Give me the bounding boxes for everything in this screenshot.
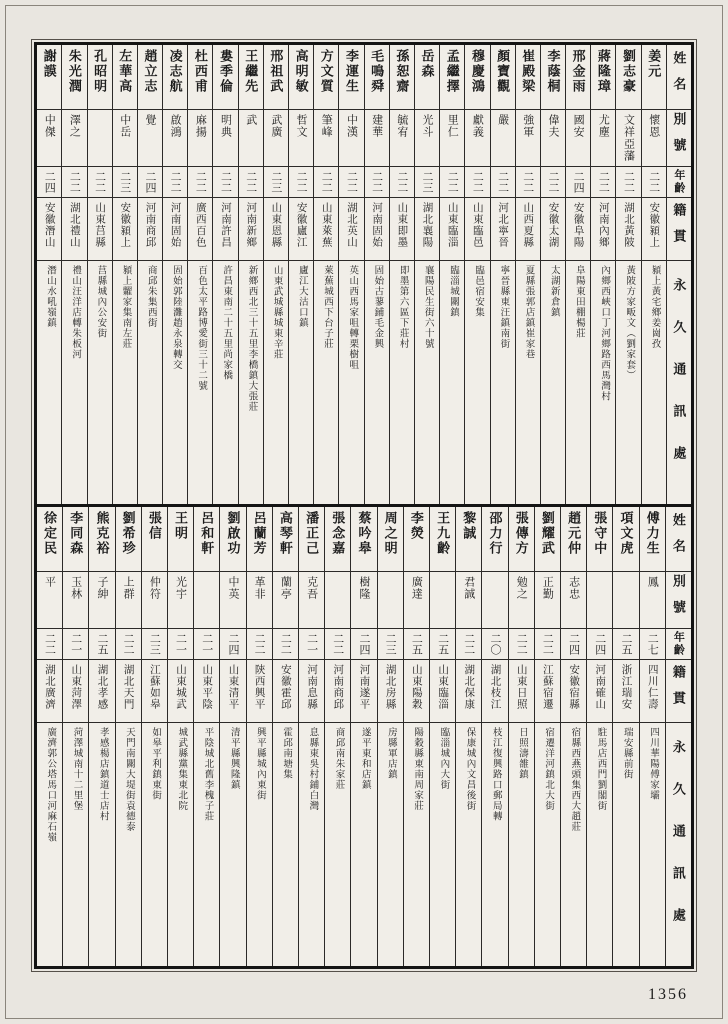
alias-cell: 明典 [212, 110, 237, 166]
name-cell: 劉耀武 [534, 507, 560, 571]
name-cell: 謝謨 [41, 49, 57, 79]
address-cell: 潁上糶家集南左莊 [112, 261, 137, 504]
age-cell: 二四 [586, 629, 612, 659]
native-cell: 安徽霍邱 [272, 660, 298, 722]
native-cell: 河南固始 [162, 198, 187, 260]
age-cell: 二二 [238, 167, 263, 197]
age-cell: 二二 [464, 167, 489, 197]
age-cell: 二一 [298, 629, 324, 659]
native-cell: 河南固始 [364, 198, 389, 260]
age-cell: 二四 [350, 629, 376, 659]
name-cell: 邢金雨 [565, 45, 590, 109]
alias-cell: 中傑 [43, 114, 56, 138]
native-cell: 山東臨淄 [439, 198, 464, 260]
band-age [37, 629, 691, 660]
address-cell: 孝感楊店鎮道士店村 [88, 723, 114, 966]
name-cell: 劉志豪 [615, 45, 640, 109]
name-cell: 岳森 [414, 45, 439, 109]
address-cell: 興平縣城內東街 [246, 723, 272, 966]
row-label-address: 永久通訊處 [666, 261, 691, 504]
alias-cell: 中岳 [112, 110, 137, 166]
band-native [37, 198, 691, 261]
name-cell: 邵力行 [481, 507, 507, 571]
age-cell: 二二 [455, 629, 481, 659]
name-cell: 高琴軒 [272, 507, 298, 571]
native-cell: 河南息縣 [298, 660, 324, 722]
alias-cell: 武 [238, 110, 263, 166]
address-cell: 襄陽民生街六十號 [414, 261, 439, 504]
alias-cell: 中英 [219, 572, 245, 628]
address-cell: 霍邱南塘集 [272, 723, 298, 966]
age-cell: 二二 [43, 633, 56, 655]
name-cell: 張信 [141, 507, 167, 571]
name-cell: 左華高 [112, 45, 137, 109]
alias-cell [324, 572, 350, 628]
native-cell: 安徽阜陽 [565, 198, 590, 260]
alias-cell: 建華 [364, 110, 389, 166]
native-cell: 湖北枝江 [481, 660, 507, 722]
address-cell: 商邱朱集西街 [137, 261, 162, 504]
age-cell: 二二 [162, 167, 187, 197]
native-cell: 山東臨淄 [429, 660, 455, 722]
name-cell: 熊克裕 [88, 507, 114, 571]
name-cell: 黎誠 [455, 507, 481, 571]
age-cell: 二四 [219, 629, 245, 659]
age-cell: 二二 [87, 167, 112, 197]
alias-cell: 嚴 [490, 110, 515, 166]
address-cell: 黃陂方家畈文（劉家套） [615, 261, 640, 504]
native-cell: 安徽太湖 [540, 198, 565, 260]
alias-cell: 中漢 [338, 110, 363, 166]
age-cell: 二二 [508, 629, 534, 659]
row-label-native: 籍貫 [666, 198, 691, 260]
name-cell: 李蔭桐 [540, 45, 565, 109]
alias-cell: 里仁 [439, 110, 464, 166]
native-cell: 山東清平 [219, 660, 245, 722]
name-cell: 婁季倫 [212, 45, 237, 109]
row-label-address: 永久通訊處 [665, 723, 691, 966]
name-cell: 孔昭明 [87, 45, 112, 109]
alias-cell: 武廣 [263, 110, 288, 166]
native-cell: 山東萊蕪 [313, 198, 338, 260]
native-cell: 安徽潁上 [112, 198, 137, 260]
alias-cell: 鳳 [639, 572, 665, 628]
address-cell: 廣濟郭公塔馬口河麻石嶺 [45, 727, 56, 843]
address-cell: 保康城內文昌後街 [455, 723, 481, 966]
alias-cell: 獻義 [464, 110, 489, 166]
native-cell: 陝西興平 [246, 660, 272, 722]
native-cell: 河南商邱 [137, 198, 162, 260]
age-cell: 二一 [193, 629, 219, 659]
native-cell: 浙江瑞安 [612, 660, 638, 722]
native-cell: 山東莒縣 [87, 198, 112, 260]
age-cell: 二二 [515, 167, 540, 197]
alias-cell: 革非 [246, 572, 272, 628]
address-cell: 夏縣張郭店鎮崔家巷 [515, 261, 540, 504]
native-cell: 河南確山 [586, 660, 612, 722]
age-cell: 二一 [62, 629, 88, 659]
native-cell: 安徽潛山 [43, 202, 55, 248]
name-cell: 王明 [167, 507, 193, 571]
alias-cell: 文祥亞藩 [615, 110, 640, 166]
band-name [37, 507, 691, 572]
age-cell: 二二 [187, 167, 212, 197]
age-cell: 二五 [429, 629, 455, 659]
age-cell: 二二 [272, 629, 298, 659]
band-native [37, 660, 691, 723]
native-cell: 河南商邱 [324, 660, 350, 722]
alias-cell: 樹隆 [350, 572, 376, 628]
alias-cell: 上群 [115, 572, 141, 628]
age-cell: 二二 [324, 629, 350, 659]
row-label-alias: 別號 [665, 572, 691, 628]
age-cell: 二二 [313, 167, 338, 197]
name-cell: 李同森 [62, 507, 88, 571]
native-cell: 湖北英山 [338, 198, 363, 260]
age-cell: 二一 [167, 629, 193, 659]
native-cell: 河南內鄉 [590, 198, 615, 260]
age-cell: 二三 [112, 167, 137, 197]
native-cell: 安徽廬江 [288, 198, 313, 260]
page-number: 1356 [648, 986, 688, 1003]
name-cell: 凌志航 [162, 45, 187, 109]
name-cell: 張守中 [586, 507, 612, 571]
age-cell: 二二 [115, 629, 141, 659]
age-cell: 二二 [590, 167, 615, 197]
address-cell: 莒縣城內公安街 [87, 261, 112, 504]
address-cell: 臨淄城內大街 [429, 723, 455, 966]
address-cell: 日照濤雒鎮 [508, 723, 534, 966]
alias-cell: 澤之 [61, 110, 86, 166]
name-cell: 王九齡 [429, 507, 455, 571]
native-cell: 湖北保康 [455, 660, 481, 722]
native-cell: 廣西百色 [187, 198, 212, 260]
name-cell: 項文虎 [612, 507, 638, 571]
age-cell: 二三 [414, 167, 439, 197]
address-cell: 寧晉縣東汪鎮南街 [490, 261, 515, 504]
name-cell: 周之明 [377, 507, 403, 571]
address-cell: 新鄉西北三十五里李橋鎮大張莊 [238, 261, 263, 504]
address-cell: 枝江復興路口郵局轉 [481, 723, 507, 966]
alias-cell: 志忠 [560, 572, 586, 628]
age-cell: 二二 [212, 167, 237, 197]
native-cell: 河南許昌 [212, 198, 237, 260]
age-cell: 二二 [534, 629, 560, 659]
address-cell: 遂平東和店鎮 [350, 723, 376, 966]
name-cell: 孟繼擇 [439, 45, 464, 109]
address-cell: 百色太平路博愛街三十二號 [187, 261, 212, 504]
alias-cell: 玉林 [62, 572, 88, 628]
address-cell: 廬江大沽口鎮 [288, 261, 313, 504]
address-cell: 如皋平利鎮東街 [141, 723, 167, 966]
native-cell: 湖北天門 [115, 660, 141, 722]
name-cell: 崔殿梁 [515, 45, 540, 109]
native-cell: 山東日照 [508, 660, 534, 722]
alias-cell: 覺 [137, 110, 162, 166]
name-cell: 蔣隆璋 [590, 45, 615, 109]
name-cell: 杜西甫 [187, 45, 212, 109]
address-cell: 宿遷洋河鎮北大街 [534, 723, 560, 966]
band-age [37, 167, 691, 198]
address-cell: 駐馬店西門劉閣街 [586, 723, 612, 966]
alias-cell [586, 572, 612, 628]
alias-cell: 強軍 [515, 110, 540, 166]
name-cell: 高明敏 [288, 45, 313, 109]
name-cell: 李運生 [338, 45, 363, 109]
address-cell: 太湖新倉鎮 [540, 261, 565, 504]
alias-cell: 光斗 [414, 110, 439, 166]
address-cell: 商邱南朱家莊 [324, 723, 350, 966]
age-cell: 二四 [43, 171, 56, 193]
address-cell: 城武縣黨集東北院 [167, 723, 193, 966]
native-cell: 湖北禮山 [61, 198, 86, 260]
name-cell: 顏寶觀 [490, 45, 515, 109]
address-cell: 房縣軍店鎮 [377, 723, 403, 966]
alias-cell: 懷恩 [641, 110, 666, 166]
native-cell: 河南新鄉 [238, 198, 263, 260]
native-cell: 湖北襄陽 [414, 198, 439, 260]
roster-table-top [37, 45, 691, 504]
name-cell: 朱光潤 [61, 45, 86, 109]
alias-cell: 麻揚 [187, 110, 212, 166]
address-cell: 固始古蓼鋪毛金興 [364, 261, 389, 504]
alias-cell: 君誠 [455, 572, 481, 628]
age-cell: 二〇 [481, 629, 507, 659]
age-cell: 二三 [263, 167, 288, 197]
native-cell: 江蘇如皋 [141, 660, 167, 722]
name-cell: 劉啟功 [219, 507, 245, 571]
address-cell: 阜陽東田棚楊莊 [565, 261, 590, 504]
age-cell: 二三 [141, 629, 167, 659]
name-cell: 呂蘭芳 [246, 507, 272, 571]
age-cell: 二二 [615, 167, 640, 197]
row-label-alias: 別號 [666, 110, 691, 166]
native-cell: 山東平陰 [193, 660, 219, 722]
name-cell: 李熒 [403, 507, 429, 571]
address-cell: 潛山水吼嶺鎮 [44, 265, 55, 328]
native-cell: 山東恩縣 [263, 198, 288, 260]
address-cell: 禮山汪洋店轉朱板河 [61, 261, 86, 504]
age-cell: 二二 [540, 167, 565, 197]
native-cell: 河北寧晉 [490, 198, 515, 260]
alias-cell: 勉之 [508, 572, 534, 628]
name-cell: 毛鳴舜 [364, 45, 389, 109]
name-cell: 姜元 [641, 45, 666, 109]
age-cell: 二五 [88, 629, 114, 659]
address-cell: 陽穀縣東南周家莊 [403, 723, 429, 966]
age-cell: 二二 [288, 167, 313, 197]
native-cell: 山東臨邑 [464, 198, 489, 260]
alias-cell [193, 572, 219, 628]
address-cell: 英山西馬家咀轉栗樹咀 [338, 261, 363, 504]
age-cell: 二二 [338, 167, 363, 197]
age-cell: 二二 [364, 167, 389, 197]
alias-cell: 毓宥 [389, 110, 414, 166]
address-cell: 清平縣興隆鎮 [219, 723, 245, 966]
alias-cell: 子紳 [88, 572, 114, 628]
native-cell: 安徽宿縣 [560, 660, 586, 722]
native-cell: 四川仁壽 [639, 660, 665, 722]
native-cell: 山東城武 [167, 660, 193, 722]
native-cell: 河南遂平 [350, 660, 376, 722]
age-cell: 二五 [403, 629, 429, 659]
address-cell: 瑞安縣前街 [612, 723, 638, 966]
alias-cell: 偉夫 [540, 110, 565, 166]
roster-frame [34, 42, 694, 969]
alias-cell: 啟鴻 [162, 110, 187, 166]
alias-cell [481, 572, 507, 628]
native-cell: 湖北孝感 [88, 660, 114, 722]
age-cell: 二四 [560, 629, 586, 659]
alias-cell: 仲符 [141, 572, 167, 628]
age-cell: 二二 [61, 167, 86, 197]
address-cell: 四川華陽傅家壩 [639, 723, 665, 966]
name-cell: 蔡吟皋 [350, 507, 376, 571]
band-address [37, 723, 691, 966]
name-cell: 徐定民 [42, 511, 58, 556]
row-label-age: 年齡 [665, 629, 691, 659]
band-alias [37, 110, 691, 167]
alias-cell: 正勤 [534, 572, 560, 628]
alias-cell: 廣達 [403, 572, 429, 628]
alias-cell: 光宇 [167, 572, 193, 628]
native-cell: 江蘇宿遷 [534, 660, 560, 722]
native-cell: 湖北黃陂 [615, 198, 640, 260]
address-cell: 天門南關大堤街袁德泰 [115, 723, 141, 966]
age-cell: 二二 [389, 167, 414, 197]
name-cell: 趙立志 [137, 45, 162, 109]
age-cell: 二五 [612, 629, 638, 659]
alias-cell [87, 110, 112, 166]
age-cell: 二四 [565, 167, 590, 197]
age-cell: 二二 [246, 629, 272, 659]
row-label-name: 姓名 [666, 45, 691, 109]
name-cell: 傅力生 [639, 507, 665, 571]
address-cell: 固始郭陸灘趙永泉轉交 [162, 261, 187, 504]
native-cell: 山東菏澤 [62, 660, 88, 722]
row-label-name: 姓名 [665, 507, 691, 571]
age-cell: 二二 [490, 167, 515, 197]
address-cell: 臨淄城關鎮 [439, 261, 464, 504]
age-cell: 二三 [377, 629, 403, 659]
address-cell: 許昌東南二十五里尚家橋 [212, 261, 237, 504]
age-cell: 二七 [639, 629, 665, 659]
native-cell: 山東即墨 [389, 198, 414, 260]
name-cell: 王繼先 [238, 45, 263, 109]
alias-cell: 筆峰 [313, 110, 338, 166]
native-cell: 安徽潁上 [641, 198, 666, 260]
band-name [37, 45, 691, 110]
address-cell: 內鄉西峽口丁河鄉路西馬灣村 [590, 261, 615, 504]
name-cell: 趙元仲 [560, 507, 586, 571]
name-cell: 張念嘉 [324, 507, 350, 571]
age-cell: 二四 [137, 167, 162, 197]
roster-table-bottom [37, 507, 691, 966]
native-cell: 山東陽穀 [403, 660, 429, 722]
alias-cell: 哲文 [288, 110, 313, 166]
row-label-native: 籍貫 [665, 660, 691, 722]
alias-cell: 平 [43, 576, 56, 588]
address-cell: 息縣東吳村鋪白灣 [298, 723, 324, 966]
address-cell: 臨邑宿安集 [464, 261, 489, 504]
alias-cell: 尤塵 [590, 110, 615, 166]
name-cell: 孫恕齋 [389, 45, 414, 109]
native-cell: 湖北廣濟 [44, 664, 56, 710]
name-cell: 方文質 [313, 45, 338, 109]
name-cell: 邢祖武 [263, 45, 288, 109]
name-cell: 呂和軒 [193, 507, 219, 571]
address-cell: 菏澤城南十二里堡 [62, 723, 88, 966]
row-label-age: 年齡 [666, 167, 691, 197]
native-cell: 山西夏縣 [515, 198, 540, 260]
alias-cell [429, 572, 455, 628]
name-cell: 穆慶鴻 [464, 45, 489, 109]
name-cell: 劉希珍 [115, 507, 141, 571]
band-address [37, 261, 691, 504]
age-cell: 二二 [641, 167, 666, 197]
alias-cell [612, 572, 638, 628]
address-cell: 宿縣西燕頭集西大趙莊 [560, 723, 586, 966]
age-cell: 二二 [439, 167, 464, 197]
address-cell: 潁上黃宅鄉姜崗孜 [641, 261, 666, 504]
band-alias [37, 572, 691, 629]
address-cell: 平陰城北舊李槐子莊 [193, 723, 219, 966]
alias-cell: 克吾 [298, 572, 324, 628]
alias-cell: 蘭亭 [272, 572, 298, 628]
native-cell: 湖北房縣 [377, 660, 403, 722]
alias-cell: 國安 [565, 110, 590, 166]
address-cell: 山東武城縣城東辛莊 [263, 261, 288, 504]
name-cell: 潘正己 [298, 507, 324, 571]
alias-cell [377, 572, 403, 628]
address-cell: 萊蕪城西下台子莊 [313, 261, 338, 504]
name-cell: 張傳方 [508, 507, 534, 571]
address-cell: 即墨第六區下莊村 [389, 261, 414, 504]
